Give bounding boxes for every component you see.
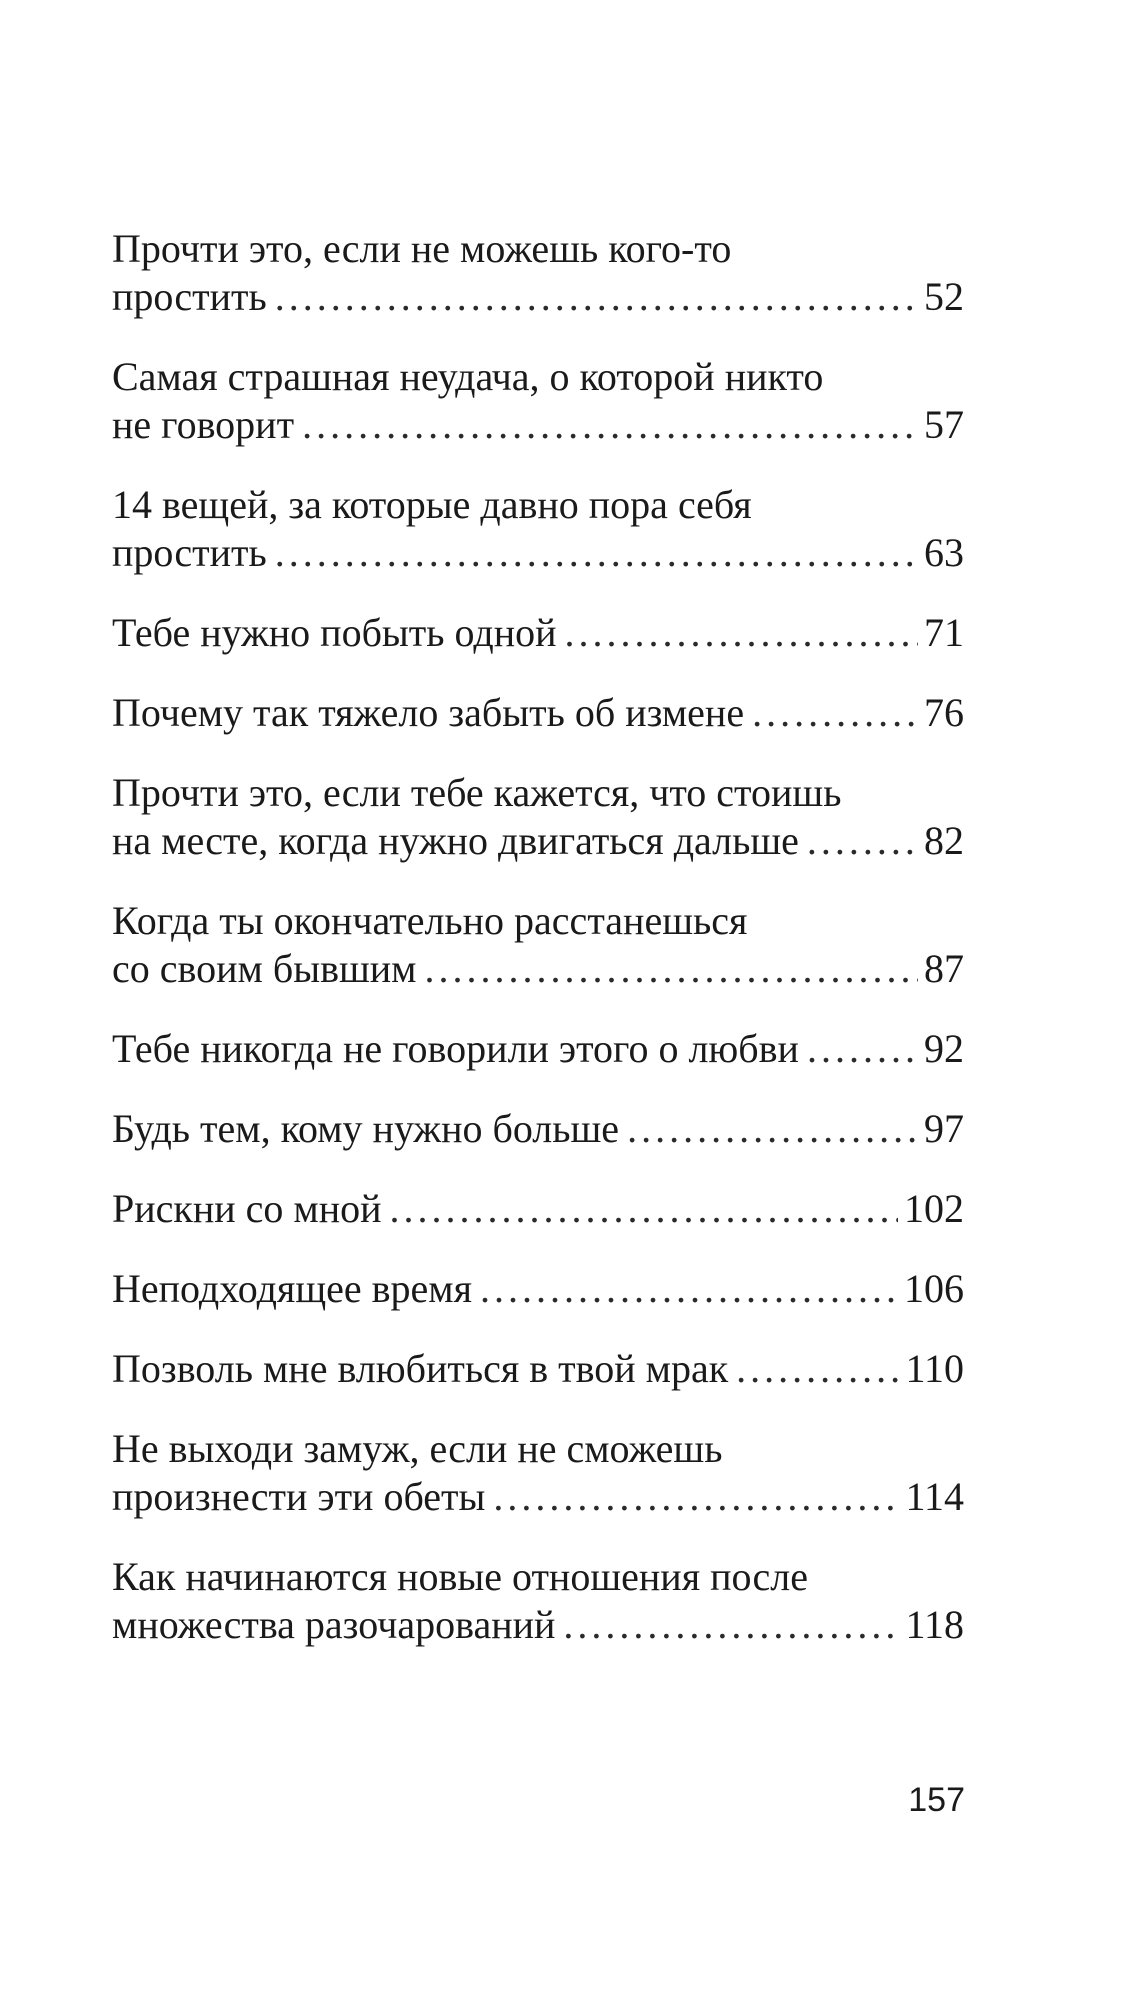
dot-leader	[807, 1025, 918, 1073]
page-number: 157	[908, 1781, 965, 1819]
toc-entry-last-line	[112, 1345, 964, 1393]
toc-entry-page-number: 63	[924, 530, 964, 575]
toc-entry-title-line: простить	[112, 274, 267, 319]
toc-entry-page-number: 106	[904, 1266, 964, 1311]
toc-entry-last-line	[112, 1185, 964, 1233]
toc-entry-last-line	[112, 401, 964, 449]
toc-entry-page-number: 71	[924, 610, 964, 655]
toc-entry-page-number: 57	[924, 402, 964, 447]
toc-entry-page-number: 114	[905, 1474, 964, 1519]
toc-entry-title-line: не говорит	[112, 402, 295, 447]
toc-entry-title-line: Позволь мне влюбиться в твой мрак	[112, 1346, 729, 1391]
toc-entry-title-line: Самая страшная неудача, о которой никто	[112, 354, 824, 399]
toc-entry-last-line	[112, 1473, 964, 1521]
toc-entry-title-line: Когда ты окончательно расстанешься	[112, 898, 748, 943]
toc-entry	[112, 769, 964, 865]
toc-entry	[112, 353, 964, 449]
toc-entry-last-line	[112, 689, 964, 737]
dot-leader	[752, 689, 918, 737]
dot-leader	[493, 1473, 899, 1521]
toc-entry-title-line: 14 вещей, за которые давно пора себя	[112, 482, 752, 527]
dot-leader	[627, 1105, 918, 1153]
dot-leader	[480, 1265, 898, 1313]
toc-entry-page-number: 97	[924, 1106, 964, 1151]
toc-entry-title-line: множества разочарований	[112, 1602, 556, 1647]
toc-entry	[112, 1345, 964, 1393]
toc-entry-page-number: 102	[904, 1186, 964, 1231]
toc-entry-last-line	[112, 273, 964, 321]
toc-entry-last-line	[112, 1601, 964, 1649]
toc-entry-last-line	[112, 1025, 964, 1073]
toc-entry-title-line: Тебе никогда не говорили этого о любви	[112, 1026, 799, 1071]
toc-entry	[112, 1185, 964, 1233]
toc-entry	[112, 1105, 964, 1153]
toc-entry-page-number: 82	[924, 818, 964, 863]
dot-leader	[275, 273, 918, 321]
toc-entry-page-number: 87	[924, 946, 964, 991]
toc-entry	[112, 1425, 964, 1521]
dot-leader	[565, 609, 918, 657]
toc-entry-title-line: со своим бывшим	[112, 946, 417, 991]
toc-entry-last-line	[112, 609, 964, 657]
toc-entry-title-line: Прочти это, если тебе кажется, что стоишь	[112, 770, 842, 815]
toc-entry-last-line	[112, 817, 964, 865]
dot-leader	[424, 945, 918, 993]
table-of-contents	[112, 225, 964, 1681]
toc-entry-page-number: 110	[905, 1346, 964, 1391]
dot-leader	[302, 401, 918, 449]
dot-leader	[807, 817, 918, 865]
toc-entry-title-line: произнести эти обеты	[112, 1474, 486, 1519]
toc-entry-title-line: Неподходящее время	[112, 1266, 472, 1311]
toc-entry	[112, 1553, 964, 1649]
toc-entry-last-line	[112, 945, 964, 993]
toc-entry	[112, 689, 964, 737]
toc-entry-title-line: Почему так тяжело забыть об измене	[112, 690, 745, 735]
toc-entry-last-line	[112, 1265, 964, 1313]
toc-entry	[112, 1025, 964, 1073]
toc-entry	[112, 1265, 964, 1313]
toc-entry	[112, 481, 964, 577]
toc-entry-title-line: Будь тем, кому нужно больше	[112, 1106, 620, 1151]
dot-leader	[275, 529, 918, 577]
toc-entry-page-number: 92	[924, 1026, 964, 1071]
toc-entry	[112, 609, 964, 657]
toc-entry-title-line: Тебе нужно побыть одной	[112, 610, 557, 655]
toc-entry-title-line: Как начинаются новые отношения после	[112, 1554, 808, 1599]
toc-entry-title-line: Рискни со мной	[112, 1186, 382, 1231]
toc-entry-page-number: 52	[924, 274, 964, 319]
toc-entry-page-number: 118	[905, 1602, 964, 1647]
toc-entry-last-line	[112, 1105, 964, 1153]
toc-entry-title-line: Прочти это, если не можешь кого-то	[112, 226, 732, 271]
toc-entry-last-line	[112, 529, 964, 577]
dot-leader	[390, 1185, 898, 1233]
toc-entry-page-number: 76	[924, 690, 964, 735]
dot-leader	[736, 1345, 899, 1393]
dot-leader	[563, 1601, 899, 1649]
toc-entry	[112, 897, 964, 993]
toc-entry	[112, 225, 964, 321]
toc-entry-title-line: на месте, когда нужно двигаться дальше	[112, 818, 799, 863]
toc-entry-title-line: Не выходи замуж, если не сможешь	[112, 1426, 723, 1471]
toc-entry-title-line: простить	[112, 530, 267, 575]
